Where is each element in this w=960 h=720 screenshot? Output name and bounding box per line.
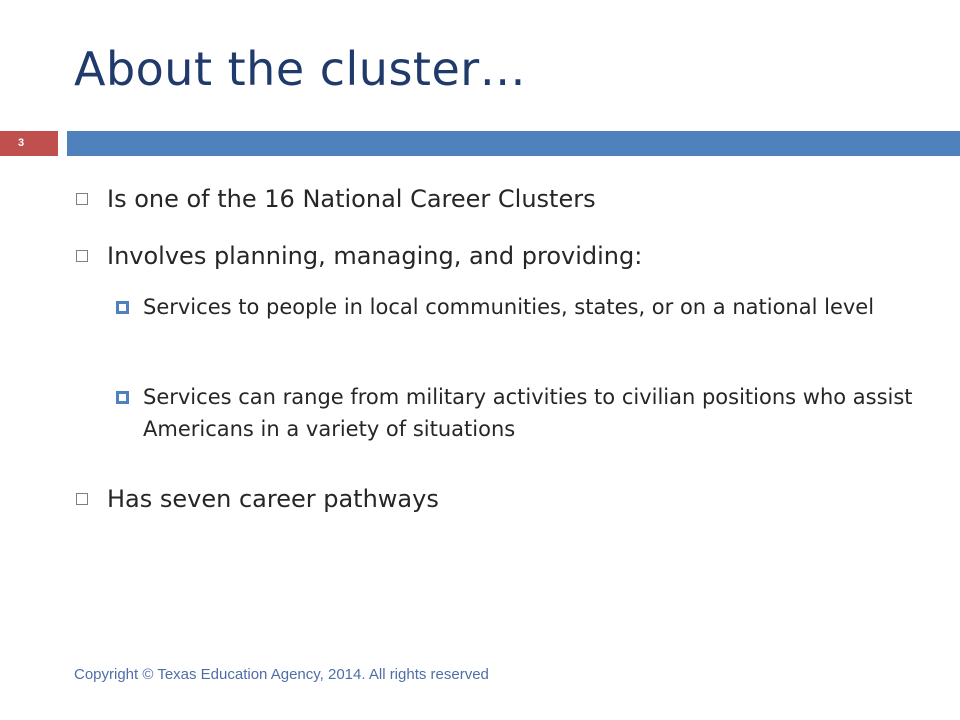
title-rule-right [67, 131, 960, 156]
blue-square-bullet-icon [116, 391, 129, 404]
bullet-text: Has seven career pathways [107, 485, 439, 513]
slide-number: 3 [18, 137, 25, 149]
blue-square-bullet-icon [116, 301, 129, 314]
sub-bullet-text: Services can range from military activities to civilian positions who assist Americans in a variety of situations [143, 385, 913, 441]
copyright-footer: Copyright © Texas Education Agency, 2014. All rights reserved [74, 666, 489, 683]
hollow-square-bullet-icon [76, 493, 88, 505]
hollow-square-bullet-icon [76, 250, 88, 262]
sub-bullet-text: Services to people in local communities, states, or on a national level [143, 295, 875, 319]
bullet-text: Involves planning, managing, and providing: [107, 242, 643, 270]
hollow-square-bullet-icon [76, 193, 88, 205]
bullet-text: Is one of the 16 National Career Clusters [107, 185, 596, 213]
slide-title: About the cluster… [74, 42, 527, 96]
title-rule-left [0, 131, 58, 156]
